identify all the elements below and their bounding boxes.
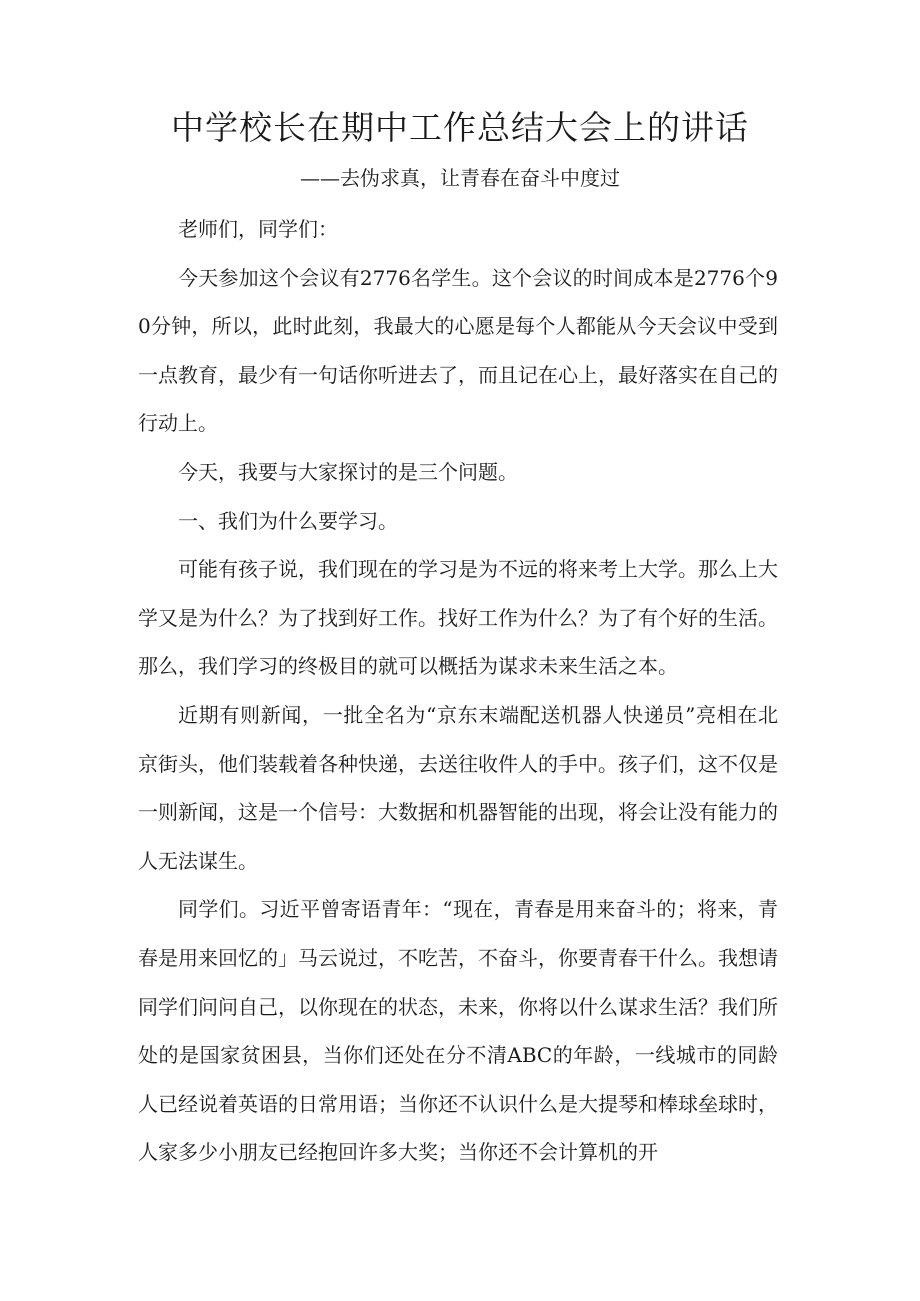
document-title: 中学校长在期中工作总结大会上的讲话 <box>171 108 749 147</box>
paragraph-topics: 今天，我要与大家探讨的是三个问题。 <box>178 459 518 484</box>
salutation: 老师们，同学们： <box>178 217 338 241</box>
paragraph-intro: 今天参加这个会议有2776名学生。这个会议的时间成本是2776个90分钟，所以，此时此刻，我最大的心愿是每个人都能从今天会议中受到一点教育，最少有一句话你听进去了，而且记在心上，最好落实在自己的行动上。 <box>138 265 778 436</box>
document-subtitle: ——去伪求真，让青春在奋斗中度过 <box>300 166 620 190</box>
paragraph-news: 近期有则新闻，一批全名为“京东末端配送机器人快递员”亮相在北京街头，他们装载着各种快递，去送往收件人的手中。孩子们，这不仅是一则新闻，这是一个信号：大数据和机器智能的出现，将会让没有能力的人无法谋生。 <box>138 702 778 873</box>
section-heading-1: 一、我们为什么要学习。 <box>178 508 398 533</box>
paragraph-youth: 同学们。习近平曾寄语青年：“现在，青春是用来奋斗的；将来，青春是用来回忆的」马云说过，不吃苦，不奋斗，你要青春干什么。我想请同学们问问自己，以你现在的状态，未来，你将以什么谋求生活？我们所处的是国家贫困县，当你们还处在分不清ABC的年龄，一线城市的同龄人已经说着英语的日常用语；当你还不认识什么是大提琴和棒球垒球时，人家多少小朋友已经抱回许多大奖；当你还不会计算机的开 <box>138 897 778 1165</box>
document-body <box>138 205 778 1177</box>
paragraph-purpose: 可能有孩子说，我们现在的学习是为不远的将来考上大学。那么上大学又是为什么？为了找到好工作。找好工作为什么？为了有个好的生活。那么，我们学习的终极目的就可以概括为谋求未来生活之本。 <box>138 557 778 679</box>
